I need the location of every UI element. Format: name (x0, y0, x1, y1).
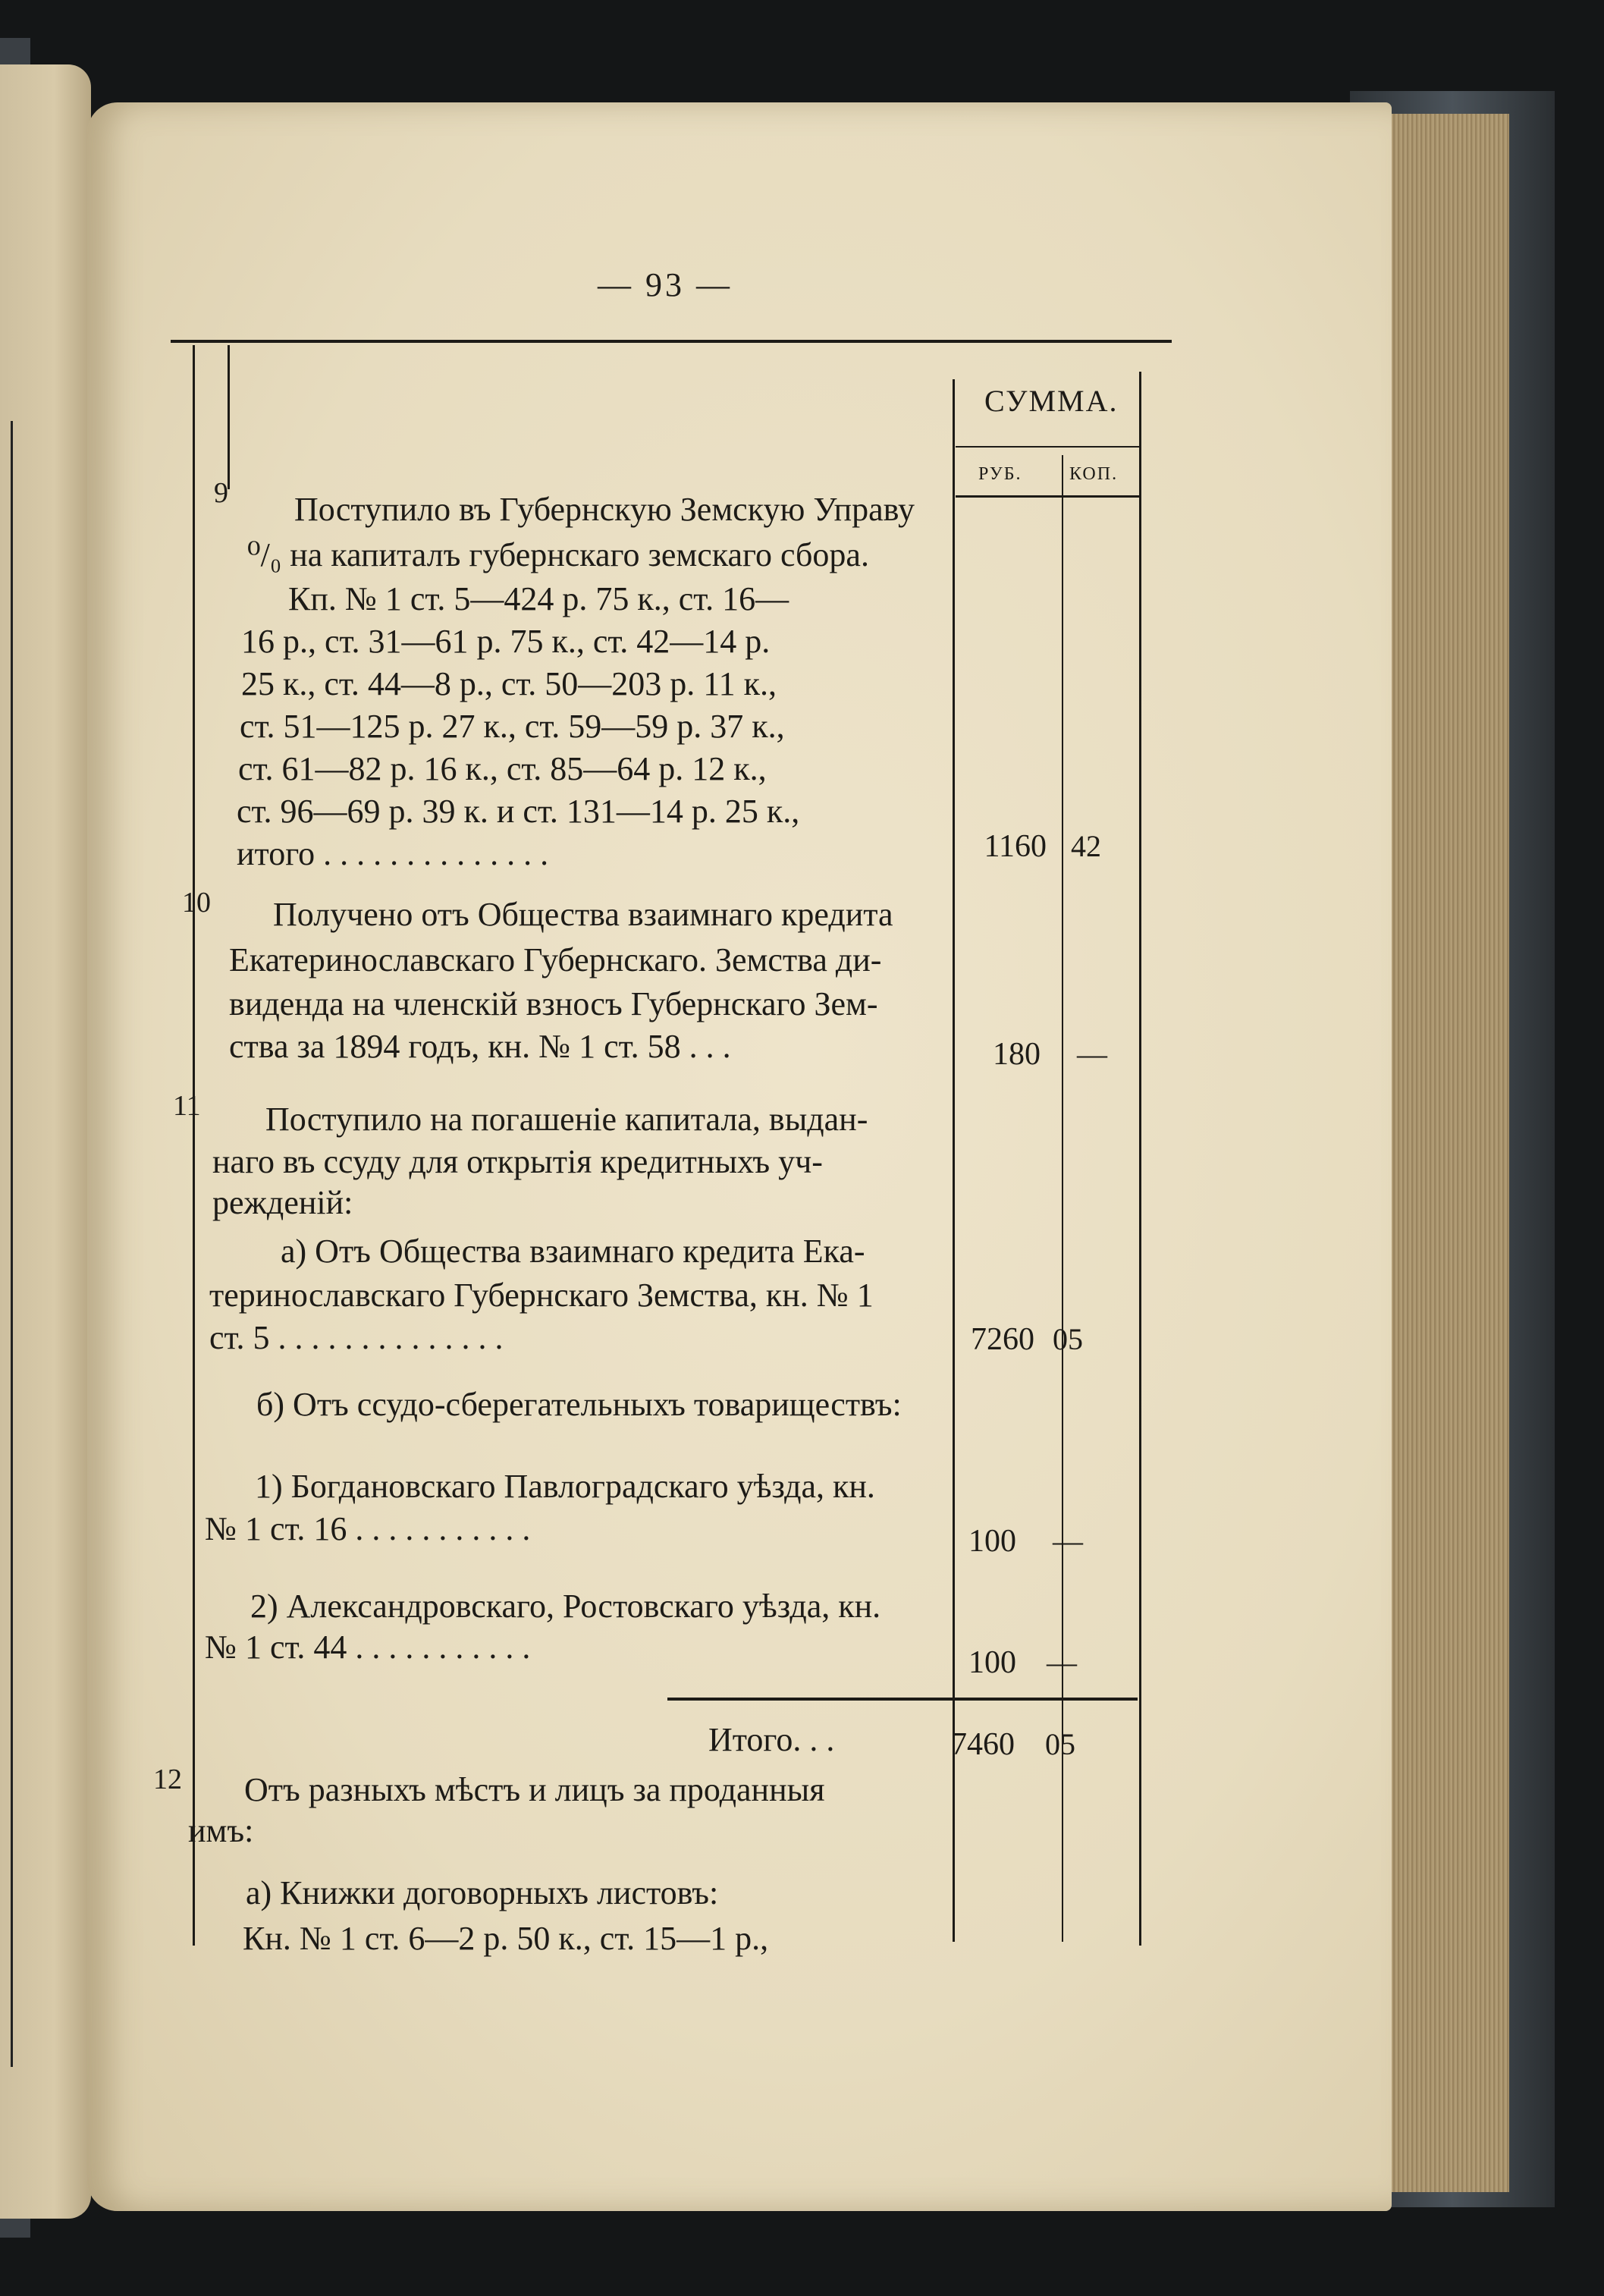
total-rubles: 7460 (951, 1727, 1015, 1762)
entry-text-line: теринославскаго Губернскаго Земства, кн. № 1 (209, 1277, 874, 1314)
amount-rubles: 180 (993, 1037, 1041, 1072)
page-number: — 93 — (598, 266, 733, 303)
subheader-rule (956, 495, 1139, 498)
text-col-rule (953, 379, 955, 1942)
total-kopecks: 05 (1045, 1727, 1075, 1761)
amount-kopecks: 42 (1071, 829, 1101, 863)
entry-text-line: 16 р., ст. 31—61 р. 75 к., ст. 42—14 р. (241, 623, 771, 660)
entry-text-line: виденда на членскій взносъ Губернскаго Зем- (229, 985, 878, 1022)
entry-text-line: ст. 5 . . . . . . . . . . . . . . (209, 1319, 504, 1356)
entry-number: 9 (214, 477, 228, 509)
rub-column-header: РУБ. (978, 464, 1022, 484)
total-label: Итого. . . (708, 1721, 835, 1758)
amount-kopecks: 05 (1053, 1322, 1083, 1356)
entry-text-line: Поступило на погашеніе капитала, выдан- (265, 1101, 868, 1138)
entry-text-line: Кн. № 1 ст. 6—2 р. 50 к., ст. 15—1 р., (243, 1920, 769, 1957)
amount-rubles: 100 (968, 1524, 1016, 1559)
number-col-rule (228, 345, 230, 489)
sum-header-rule (956, 446, 1139, 448)
total-rule (667, 1698, 1138, 1701)
entry-text-line: итого . . . . . . . . . . . . . . (237, 835, 549, 872)
entry-text-line: б) Отъ ссудо-сберегательныхъ товариществъ: (256, 1386, 902, 1423)
entry-text-line: ст. 61—82 р. 16 к., ст. 85—64 р. 12 к., (238, 750, 767, 787)
amount-kopecks: — (1053, 1524, 1083, 1558)
entry-text-line: имъ: (188, 1812, 254, 1849)
entry-text-line: ства за 1894 годъ, кн. № 1 ст. 58 . . . (229, 1028, 731, 1065)
entry-text-line: Получено отъ Общества взаимнаго кредита (273, 896, 893, 933)
entry-number: 12 (153, 1764, 182, 1795)
entry-text-line: 2) Александровскаго, Ростовскаго уѣзда, кн. (250, 1588, 881, 1625)
kop-column-header: КОП. (1069, 464, 1119, 484)
amount-rubles: 100 (968, 1645, 1016, 1680)
entry-text-line: режденій: (212, 1184, 353, 1221)
entry-text-line: а) Книжки договорныхъ листовъ: (246, 1874, 719, 1911)
entry-number: 11 (173, 1090, 201, 1122)
left-page-rule (11, 421, 13, 2067)
page-edges (1373, 114, 1509, 2192)
entry-text-line: № 1 ст. 44 . . . . . . . . . . . (205, 1629, 531, 1666)
rub-col-rule (1062, 455, 1063, 1942)
sum-column-header: СУММА. (984, 384, 1119, 418)
entry-text-line: наго въ ссуду для открытія кредитныхъ уч- (212, 1143, 823, 1180)
entry-text-line: Екатеринославскаго Губернскаго. Земства ди- (229, 941, 882, 978)
entry-text-line: ст. 96—69 р. 39 к. и ст. 131—14 р. 25 к., (237, 793, 800, 830)
entry-text-line: № 1 ст. 16 . . . . . . . . . . . (205, 1510, 531, 1547)
entry-text-line: ⁰/₀ на капиталъ губернскаго земскаго сбора. (247, 536, 869, 573)
entry-text-line: Кп. № 1 ст. 5—424 р. 75 к., ст. 16— (288, 580, 789, 617)
amount-kopecks: — (1047, 1645, 1077, 1679)
left-page-edge (0, 64, 91, 2219)
left-margin-rule (193, 345, 195, 1946)
table-top-rule (171, 340, 1172, 343)
entry-text-line: ст. 51—125 р. 27 к., ст. 59—59 р. 37 к., (240, 708, 785, 745)
entry-text-line: 1) Богдановскаго Павлоградскаго уѣзда, кн. (255, 1468, 875, 1505)
entry-text-line: 25 к., ст. 44—8 р., ст. 50—203 р. 11 к., (241, 665, 777, 702)
amount-kopecks: — (1077, 1037, 1107, 1071)
amount-rubles: 7260 (971, 1322, 1034, 1357)
entry-text-line: Поступило въ Губернскую Земскую Управу (294, 491, 915, 528)
entry-text-line: Отъ разныхъ мѣстъ и лицъ за проданныя (244, 1771, 825, 1808)
entry-text-line: а) Отъ Общества взаимнаго кредита Ека- (281, 1233, 865, 1270)
kop-col-rule (1139, 372, 1141, 1946)
entry-number: 10 (182, 887, 211, 919)
amount-rubles: 1160 (984, 829, 1047, 864)
